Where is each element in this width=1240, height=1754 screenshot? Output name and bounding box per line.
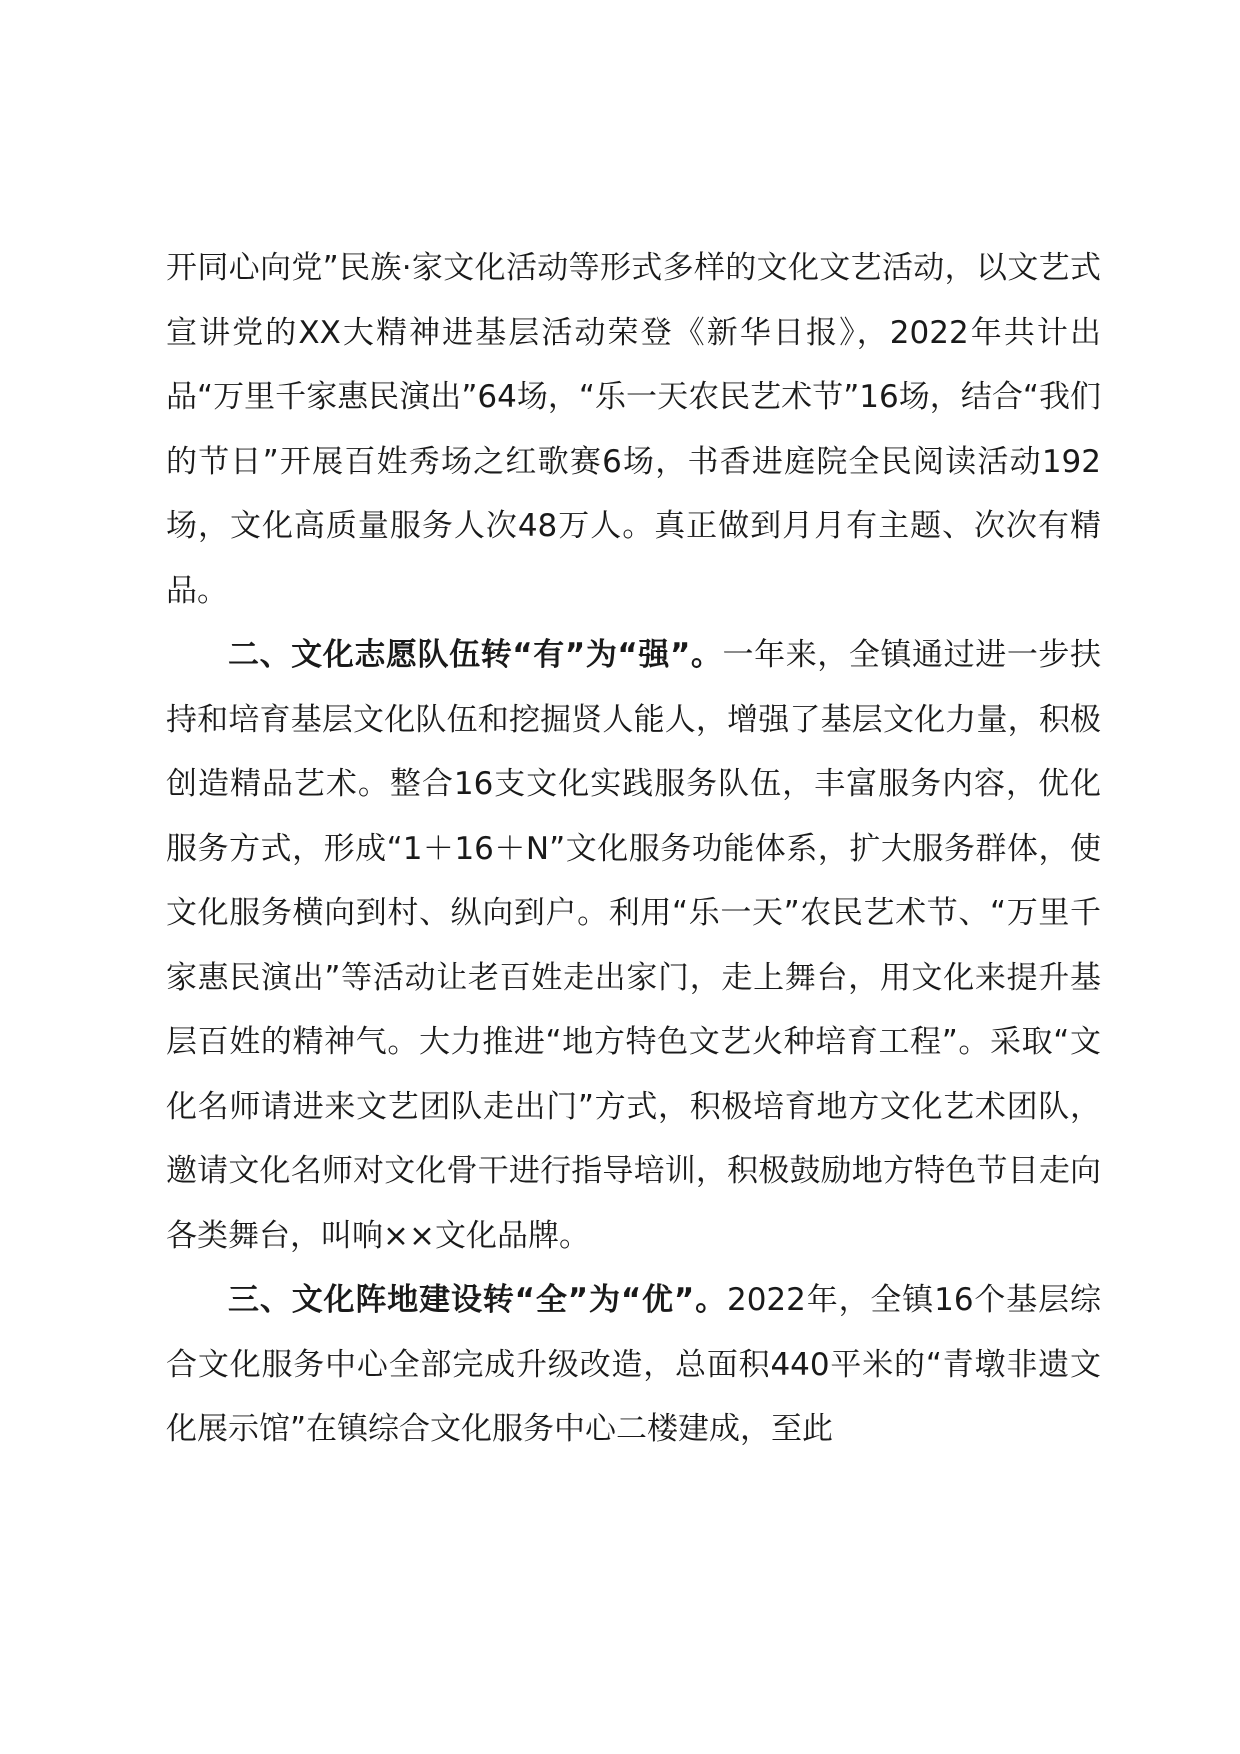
paragraph-section-3 <box>166 1268 1101 1462</box>
paragraph-section-2 <box>166 623 1101 1268</box>
paragraph-body: 2022年，全镇16个基层综合文化服务中心全部完成升级改造，总面积440平米的“青墩非遗文化展示馆”在镇综合文化服务中心二楼建成，至此 <box>166 1282 1101 1447</box>
paragraph-body: 开同心向党”民族·家文化活动等形式多样的文化文艺活动，以文艺式宣讲党的XX大精神进基层活动荣登《新华日报》，2022年共计出品“万里千家惠民演出”64场，“乐一天农民艺术节”16场，结合“我们的节日”开展百姓秀场之红歌赛6场，书香进庭院全民阅读活动192场，文化高质量服务人次48万人。真正做到月月有主题、次次有精品。 <box>166 250 1101 609</box>
document-body <box>166 236 1101 1462</box>
section-heading: 三、文化阵地建设转“全”为“优”。 <box>228 1282 727 1318</box>
paragraph-body: 一年来，全镇通过进一步扶持和培育基层文化队伍和挖掘贤人能人，增强了基层文化力量，积极创造精品艺术。整合16支文化实践服务队伍，丰富服务内容，优化服务方式，形成“1＋16＋N”文化服务功能体系，扩大服务群体，使文化服务横向到村、纵向到户。利用“乐一天”农民艺术节、“万里千家惠民演出”等活动让老百姓走出家门，走上舞台，用文化来提升基层百姓的精神气。大力推进“地方特色文艺火种培育工程”。采取“文化名师请进来文艺团队走出门”方式，积极培育地方文化艺术团队，邀请文化名师对文化骨干进行指导培训，积极鼓励地方特色节目走向各类舞台，叫响××文化品牌。 <box>166 637 1101 1254</box>
section-heading: 二、文化志愿队伍转“有”为“强”。 <box>228 637 723 673</box>
paragraph-continued <box>166 236 1101 623</box>
